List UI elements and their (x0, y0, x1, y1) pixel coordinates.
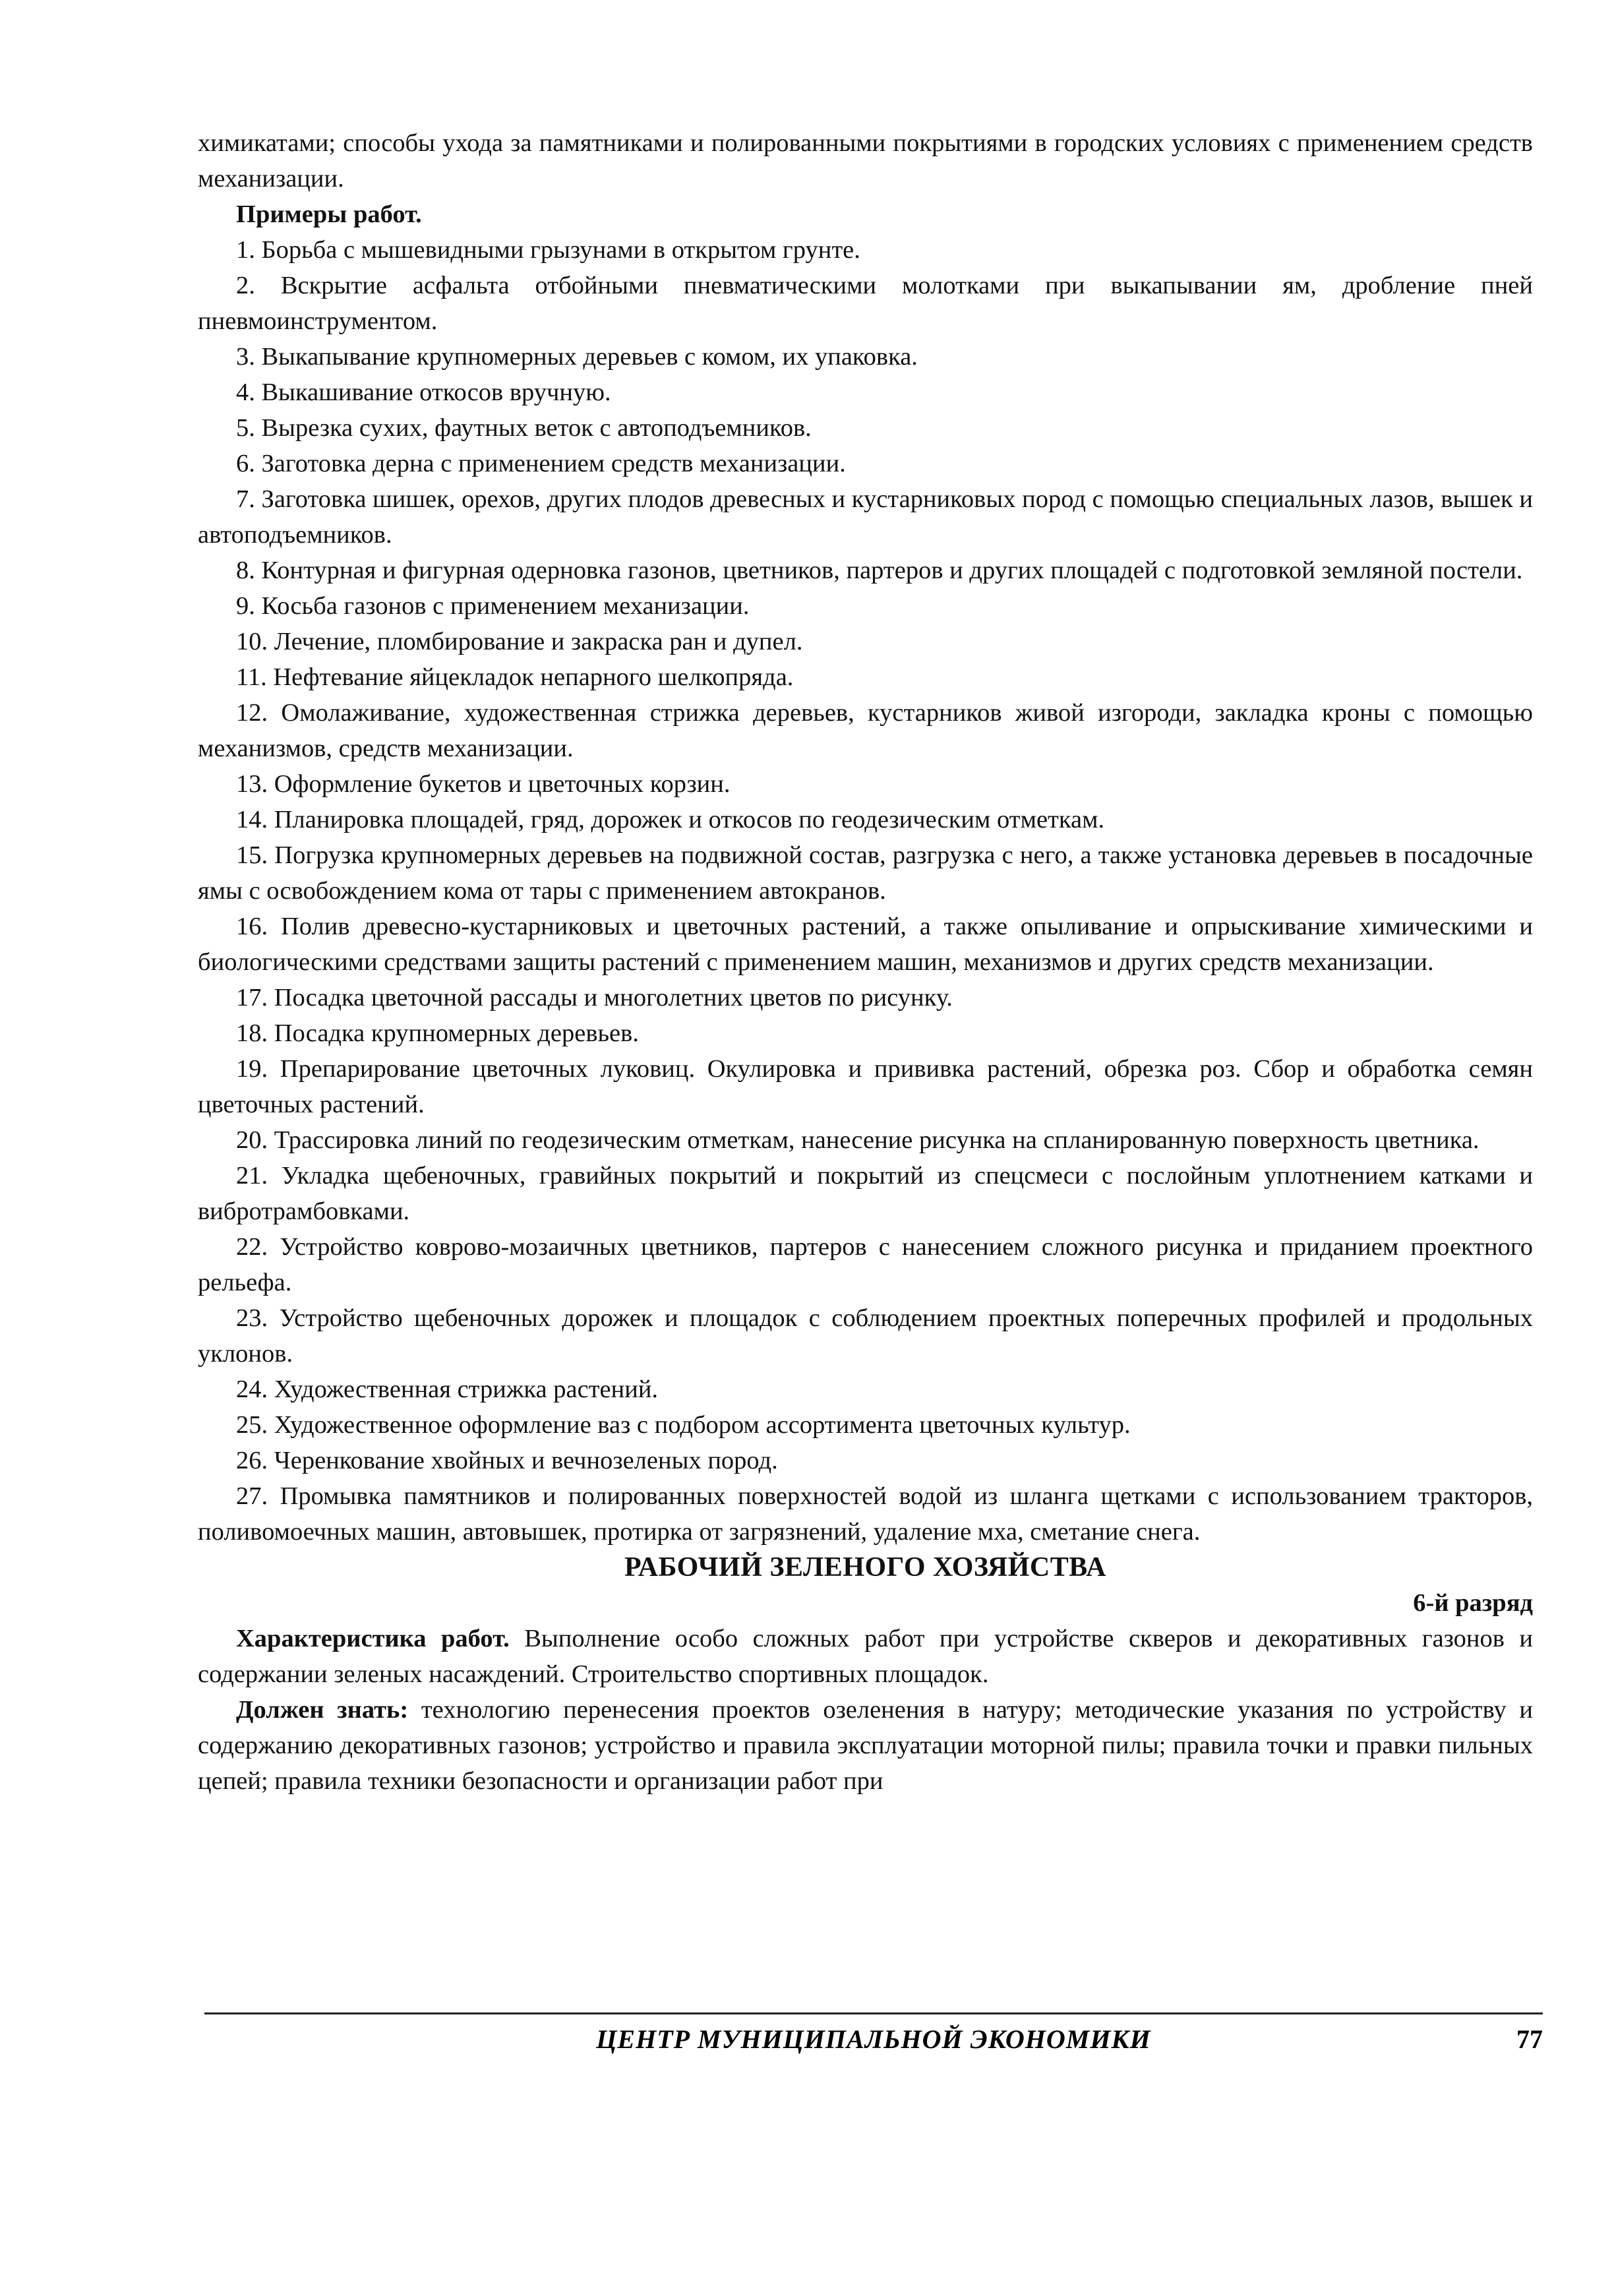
list-item: 24. Художественная стрижка растений. (236, 1375, 659, 1403)
list-item: 1. Борьба с мышевидными грызунами в открытом грунте. (236, 236, 860, 264)
list-item: 26. Черенкование хвойных и вечнозеленых пород. (236, 1447, 778, 1474)
list-item: 2. Вскрытие асфальта отбойными пневматическими молотками при выкапывании ям, дробление пней пневмоинструментом. (198, 272, 1533, 335)
list-item: 8. Контурная и фигурная одерновка газонов, цветников, партеров и других площадей с подготовкой земляной постели. (236, 557, 1523, 584)
intro-paragraph: химикатами; способы ухода за памятниками и полированными покрытиями в городских условиях с применением средств механизации. (198, 129, 1533, 193)
list-item: 27. Промывка памятников и полированных поверхностей водой из шланга щетками с использованием тракторов, поливомоечных машин, автовышек, протирка от загрязнений, удаление мха, сметание снега. (198, 1482, 1533, 1546)
examples-title: Примеры работ. (236, 200, 422, 228)
list-item: 23. Устройство щебеночных дорожек и площадок с соблюдением проектных поперечных профилей и продольных уклонов. (198, 1304, 1533, 1368)
list-item: 7. Заготовка шишек, орехов, других плодов древесных и кустарниковых пород с помощью специальных лазов, вышек и автоподъемников. (198, 485, 1533, 549)
footer-organization: ЦЕНТР МУНИЦИПАЛЬНОЙ ЭКОНОМИКИ (596, 2024, 1151, 2054)
page-number: 77 (1516, 2024, 1543, 2054)
list-item: 12. Омолаживание, художественная стрижка деревьев, кустарников живой изгороди, закладка кроны с помощью механизмов, средств механизации. (198, 699, 1533, 762)
list-item: 18. Посадка крупномерных деревьев. (236, 1019, 639, 1047)
document-page (198, 125, 1533, 1799)
list-item: 3. Выкапывание крупномерных деревьев с комом, их упаковка. (236, 343, 918, 371)
list-item: 22. Устройство коврово-мозаичных цветников, партеров с нанесением сложного рисунка и приданием проектного рельефа. (198, 1233, 1533, 1296)
page-footer (204, 2012, 1543, 2055)
list-item: 9. Косьба газонов с применением механизации. (236, 592, 750, 620)
must-know-paragraph (198, 1692, 1533, 1799)
list-item: 25. Художественное оформление ваз с подбором ассортимента цветочных культур. (236, 1411, 1131, 1439)
list-item: 6. Заготовка дерна с применением средств механизации. (236, 450, 846, 477)
examples-list (198, 232, 1533, 1550)
list-item: 21. Укладка щебеночных, гравийных покрытий и покрытий из спецсмеси с послойным уплотнением катками и вибротрамбовками. (198, 1162, 1533, 1225)
list-item: 10. Лечение, пломбирование и закраска ран и дупел. (236, 628, 803, 655)
list-item: 17. Посадка цветочной рассады и многолетних цветов по рисунку. (236, 984, 953, 1012)
list-item: 20. Трассировка линий по геодезическим отметкам, нанесение рисунка на спланированную поверхность цветника. (236, 1126, 1480, 1154)
list-item: 11. Нефтевание яйцекладок непарного шелкопряда. (236, 663, 794, 691)
list-item: 14. Планировка площадей, гряд, дорожек и откосов по геодезическим отметкам. (236, 806, 1105, 833)
characteristics-paragraph (198, 1621, 1533, 1692)
must-know-label: Должен знать: (236, 1696, 409, 1724)
grade-label: 6-й разряд (1413, 1589, 1533, 1617)
characteristics-label: Характеристика работ. (236, 1625, 510, 1652)
list-item: 15. Погрузка крупномерных деревьев на подвижной состав, разгрузка с него, а также установка деревьев в посадочные ямы с освобождением кома от тары с применением автокранов. (198, 841, 1533, 905)
must-know-text: технологию перенесения проектов озеленения в натуру; методические указания по устройству и содержанию декоративных газонов; устройство и правила эксплуатации моторной пилы; правила точки и правки пильных цепей; правила техники безопасности и организации работ при (198, 1696, 1533, 1795)
list-item: 5. Вырезка сухих, фаутных веток с автоподъемников. (236, 414, 812, 442)
list-item: 13. Оформление букетов и цветочных корзин. (236, 770, 731, 798)
section-title: РАБОЧИЙ ЗЕЛЕНОГО ХОЗЯЙСТВА (624, 1552, 1106, 1583)
list-item: 4. Выкашивание откосов вручную. (236, 378, 611, 406)
list-item: 16. Полив древесно-кустарниковых и цветочных растений, а также опыливание и опрыскивание химическими и биологическими средствами защиты растений с применением машин, механизмов и других средств механизации. (198, 913, 1533, 976)
characteristics-text: Выполнение особо сложных работ при устройстве скверов и декоративных газонов и содержании зеленых насаждений. Строительство спортивных площадок. (198, 1625, 1533, 1688)
list-item: 19. Препарирование цветочных луковиц. Окулировка и прививка растений, обрезка роз. Сбор и обработка семян цветочных растений. (198, 1055, 1533, 1118)
